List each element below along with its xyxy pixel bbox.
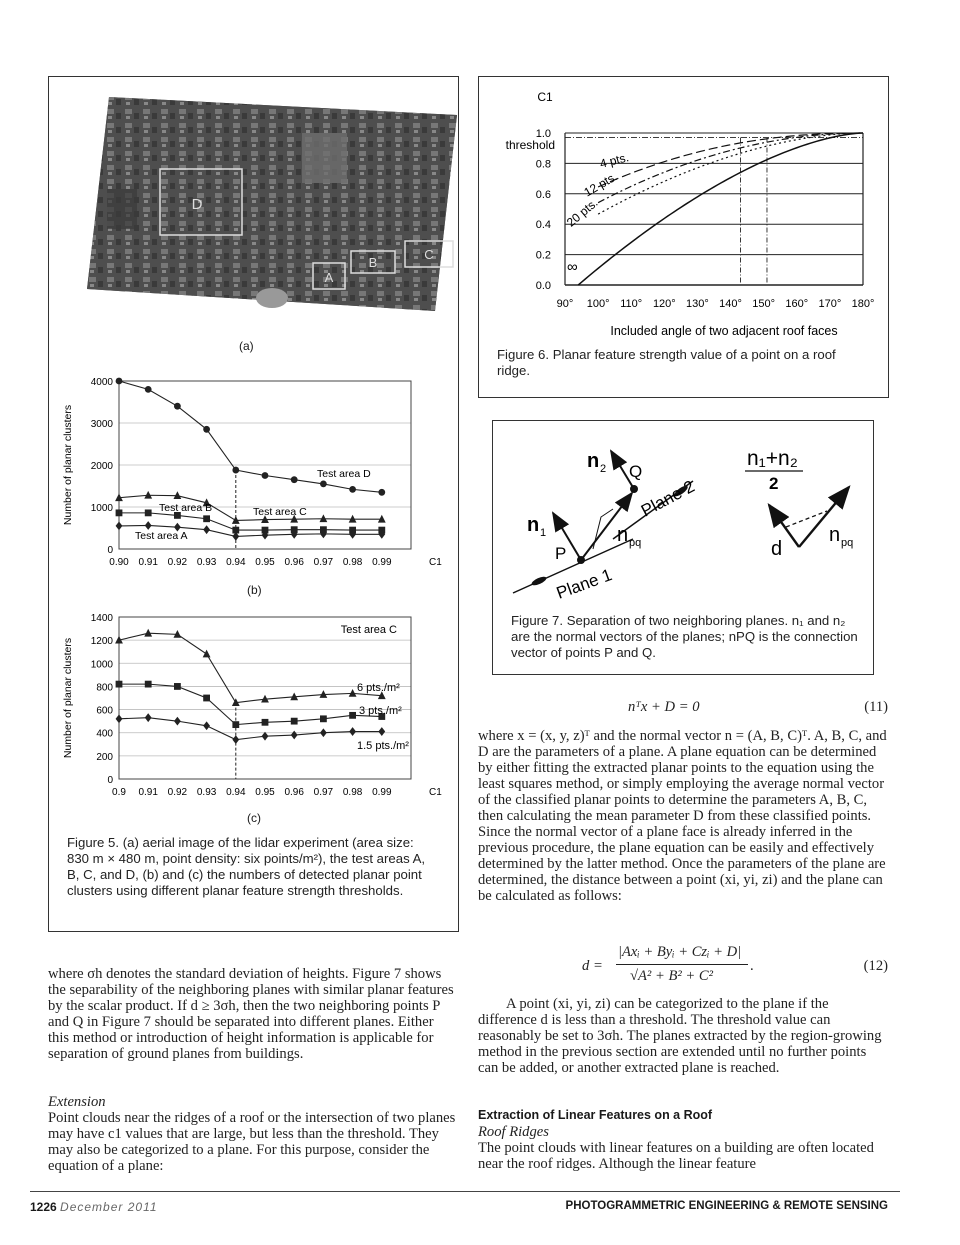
series-label: 4 pts. — [598, 150, 631, 171]
plane-1-label: Plane 1 — [553, 565, 615, 603]
series-label: Test area A — [135, 530, 188, 542]
y-tick-label: 1.0 — [535, 128, 551, 140]
right-col-para-3: The point clouds with linear features on a building are often located near the roof ridges. Although the linear feature — [478, 1140, 874, 1172]
npq-subscript: pq — [629, 537, 642, 549]
series-line — [598, 133, 863, 187]
series-label: ∞ — [567, 258, 578, 276]
q-label: Q — [629, 462, 643, 481]
y-axis-label: Number of planar clusters — [62, 404, 74, 526]
y-tick-label: 0.6 — [535, 188, 551, 201]
series-line — [119, 513, 382, 530]
data-point — [116, 378, 123, 385]
y-tick-label: 1000 — [90, 659, 113, 671]
x-tick-label: 0.90 — [109, 557, 129, 568]
y-tick-label: 800 — [96, 682, 113, 694]
figure-6-caption-text: Planar feature strength value of a point on a roof ridge. — [497, 347, 836, 378]
two-label: 2 — [769, 474, 779, 493]
equation-12 — [478, 944, 888, 990]
series-line — [598, 133, 863, 203]
equation-11-expression: nᵀx + D = 0 — [628, 699, 700, 715]
right-col-para-1: where x = (x, y, z)ᵀ and the normal vector n = (A, B, C)ᵀ. A, B, C, and D are the parameters of a plane. A plane equation can be determined by either fitting the extracted planar points to the equation using the least squares method, or simply employing the average normal vector of the classified planar points to determine the parameters A, B, C, then calculating the mean parameter D from these classified points. Since the normal vector of a plane face is already inferred in the previous procedure, the plane equation can be easily and effectively determined by the latter method. Once the parameters of the plane are determined, the distance between a point (xi, yi, zi) and the plane can be calculated as follows: — [478, 728, 887, 904]
y-axis-label: Number of planar clusters — [62, 637, 74, 759]
plane-2-label: Plane 2 — [637, 476, 698, 521]
aerial-image — [87, 93, 467, 315]
data-point — [116, 681, 123, 688]
series-label: 12 pts. — [581, 169, 620, 200]
y-tick-label: 0.0 — [535, 280, 551, 292]
series-label: 1.5 pts./m² — [357, 740, 409, 752]
x-axis-label: C1 — [429, 557, 442, 568]
npq-label: n — [617, 524, 629, 546]
x-tick-label: 110° — [620, 298, 643, 310]
x-tick-label: 0.92 — [167, 787, 188, 798]
y-axis-label: C1 — [537, 90, 553, 104]
series-label: 20 pts. — [563, 195, 601, 230]
figure-6 — [478, 76, 889, 398]
p-label: P — [555, 544, 567, 563]
x-tick-label: 0.94 — [226, 787, 246, 798]
chart-title: Test area C — [340, 624, 397, 636]
data-point — [203, 650, 211, 658]
n1-subscript: 1 — [540, 527, 547, 539]
figure-5b-chart — [57, 369, 457, 569]
equation-12-number: (12) — [863, 958, 888, 974]
data-point — [262, 719, 269, 726]
equation-11-number: (11) — [864, 699, 888, 715]
equation-12-denominator: √A² + B² + C² — [630, 968, 713, 984]
figure-6-chart — [483, 85, 887, 347]
data-point — [145, 521, 152, 530]
equation-12-numerator: |Axᵢ + Byᵢ + Czᵢ + D| — [618, 944, 742, 960]
data-point — [349, 712, 356, 719]
test-area-b-label: B — [368, 255, 378, 270]
data-point — [203, 525, 210, 534]
test-area-d-label: D — [191, 196, 203, 213]
data-point — [232, 735, 239, 744]
figure-7-diagram — [493, 421, 873, 613]
data-point — [232, 467, 239, 474]
figure-6-caption-prefix: Figure 6. — [497, 347, 550, 362]
data-point — [349, 727, 356, 736]
x-tick-label: 0.92 — [167, 557, 188, 568]
n2-subscript: 2 — [600, 463, 607, 475]
y-tick-label: 0 — [107, 545, 113, 556]
x-tick-label: 150° — [752, 298, 776, 310]
x-tick-label: 0.9 — [112, 787, 126, 798]
d-label: d — [771, 538, 783, 560]
data-point — [291, 731, 298, 740]
y-tick-label: 0.8 — [535, 158, 551, 171]
x-tick-label: 0.93 — [196, 557, 217, 568]
npq-right-subscript: pq — [841, 537, 854, 549]
equation-11 — [478, 699, 888, 717]
extension-heading: Extension — [48, 1094, 106, 1110]
x-tick-label: 0.95 — [255, 787, 275, 798]
footer-rule — [30, 1191, 900, 1192]
data-point — [320, 715, 327, 722]
data-point — [203, 515, 210, 522]
data-point — [262, 472, 269, 479]
y-tick-label: 600 — [96, 705, 113, 717]
equation-12-lhs: d = — [582, 958, 603, 974]
x-tick-label: 0.94 — [226, 557, 246, 568]
x-tick-label: 0.91 — [138, 557, 158, 568]
panel-a-label: (a) — [239, 339, 254, 353]
figure-7 — [492, 420, 874, 675]
y-tick-label: 1000 — [90, 503, 113, 514]
x-tick-label: 0.97 — [313, 557, 334, 568]
y-tick-label: 3000 — [90, 419, 113, 430]
y-tick-label: 0 — [107, 775, 113, 786]
x-tick-label: 140° — [719, 298, 742, 310]
x-tick-label: 130° — [686, 298, 709, 310]
subsection-heading: Roof Ridges — [478, 1124, 549, 1140]
panel-c-label: (c) — [247, 811, 261, 825]
figure-5c-chart — [57, 609, 457, 807]
series-label: Test area B — [159, 502, 213, 514]
series-line — [119, 633, 382, 702]
y-tick-label: 0.2 — [535, 249, 551, 262]
figure-7-caption-prefix: Figure 7. — [511, 613, 564, 628]
figure-5-caption — [67, 835, 432, 899]
right-col-para-2: A point (xi, yi, zi) can be categorized to the plane if the difference d is less than a threshold. The threshold value can reasonably be set to 3σh. The planes extracted by the region-growing method in the previous section are extended until no further points can be added, or another extracted plane is reached. — [478, 996, 882, 1076]
x-axis-label: Included angle of two adjacent roof faces — [610, 324, 838, 338]
data-point — [203, 426, 210, 433]
panel-b-label: (b) — [247, 583, 262, 597]
left-col-para-2: Point clouds near the ridges of a roof or the intersection of two planes may have c1 values that are large, but less than the threshold. They may also be categorized to a plane. For this purpose, consider the equation of a plane: — [48, 1110, 456, 1174]
y-tick-label: 1200 — [90, 636, 113, 648]
y-tick-label: 200 — [96, 751, 113, 763]
n2-label: n — [587, 450, 600, 472]
data-point — [116, 509, 123, 516]
x-tick-label: 0.98 — [342, 557, 363, 568]
x-tick-label: 0.96 — [284, 557, 304, 568]
page-number: 1226 — [30, 1200, 57, 1214]
x-tick-label: 120° — [652, 298, 676, 310]
x-tick-label: 0.99 — [372, 787, 392, 798]
series-label: 3 pts./m² — [359, 705, 402, 717]
data-point — [320, 728, 327, 737]
series-label: 6 pts./m² — [357, 682, 400, 694]
data-point — [145, 509, 152, 516]
left-col-para-1: where σh denotes the standard deviation of heights. Figure 7 shows the separability of the neighboring planes with similar planar features by the scalar product. If d ≥ 3σh, then the two neighboring points P and Q in Figure 7 should be separated into different planes. Either this method or introduction of height information is applicable for separation of ground planes from buildings. — [48, 966, 454, 1062]
x-tick-label: 0.93 — [196, 787, 217, 798]
data-point — [349, 486, 356, 493]
x-tick-label: 160° — [785, 298, 809, 310]
n1-label: n — [527, 514, 540, 536]
journal-name: PHOTOGRAMMETRIC ENGINEERING & REMOTE SENSING — [565, 1200, 888, 1212]
data-point — [291, 718, 298, 725]
data-point — [145, 386, 152, 393]
x-tick-label: 0.95 — [255, 557, 275, 568]
y-tick-label: 0.4 — [535, 219, 551, 232]
n-sum-label: n₁+n₂ — [747, 447, 798, 470]
test-area-a-label: A — [324, 270, 334, 285]
data-point — [145, 713, 152, 722]
test-area-c-label: C — [424, 247, 434, 262]
data-point — [144, 629, 152, 637]
x-tick-label: 0.96 — [284, 787, 304, 798]
x-tick-label: 0.91 — [138, 787, 158, 798]
x-tick-label: 0.97 — [313, 787, 334, 798]
x-tick-label: 0.98 — [342, 787, 363, 798]
threshold-label: threshold — [505, 138, 555, 152]
x-axis-label: C1 — [429, 787, 442, 798]
y-tick-label: 2000 — [90, 461, 113, 472]
equation-12-dot: . — [750, 958, 754, 974]
series-line — [119, 718, 382, 740]
npq-right-label: n — [829, 524, 841, 546]
figure-5 — [48, 76, 459, 932]
data-point — [116, 522, 123, 531]
x-tick-label: 100° — [586, 298, 610, 310]
figure-6-caption — [497, 347, 867, 379]
data-point — [203, 721, 210, 730]
data-point — [203, 695, 210, 702]
data-point — [320, 481, 327, 488]
figure-7-caption — [511, 613, 861, 661]
data-point — [145, 681, 152, 688]
data-point — [349, 689, 357, 697]
y-tick-label: 1400 — [90, 613, 113, 624]
figure-5-caption-prefix: Figure 5. — [67, 835, 120, 850]
x-tick-label: 170° — [818, 298, 842, 310]
data-point — [378, 489, 385, 496]
data-point — [378, 727, 385, 736]
data-point — [174, 683, 181, 690]
section-heading: Extraction of Linear Features on a Roof — [478, 1108, 713, 1122]
data-point — [174, 403, 181, 410]
figure-5-caption-text: (a) aerial image of the lidar experiment (area size: 830 m × 480 m, point density: six points/m²), the test areas A, B, C, and D, (b) and (c) the numbers of detected planar point clusters using different planar feature strength thresholds. — [67, 835, 426, 898]
x-tick-label: 180° — [851, 298, 875, 310]
footer-left — [30, 1200, 158, 1214]
data-point — [291, 476, 298, 483]
data-point — [174, 717, 181, 726]
figure-7-caption-text: Separation of two neighboring planes. n₁ and n₂ are the normal vectors of the planes; nPQ is the connection vector of points P and Q. — [511, 613, 858, 660]
series-label: Test area D — [317, 468, 371, 480]
series-line — [598, 133, 863, 214]
series-label: Test area C — [253, 506, 307, 518]
y-tick-label: 400 — [96, 728, 113, 740]
issue-date: December 2011 — [60, 1200, 158, 1214]
x-tick-label: 90° — [556, 298, 574, 310]
data-point — [116, 714, 123, 723]
x-tick-label: 0.99 — [372, 557, 392, 568]
y-tick-label: 4000 — [90, 377, 113, 388]
data-point — [232, 721, 239, 728]
